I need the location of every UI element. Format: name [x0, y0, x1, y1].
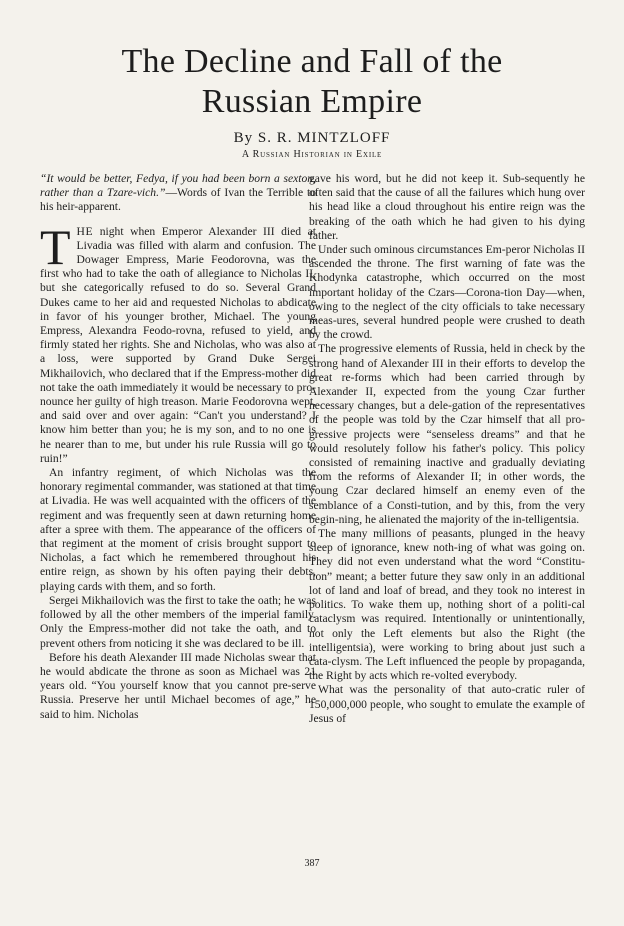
right-paragraph: The progressive elements of Russia, held in check by the strong hand of Alexander III in their efforts to develop the great re-forms which had been carried through by Alexander II, expected from the young Czar further necessary changes, but a dele-gation of the representatives of the people was told by the Czar himself that all pro-gressive projects were “senseless dreams” and that he would resolutely follow his father's policy. This policy consisted of remaining inactive and gradually deviating from the reforms of Alexander II; in other words, the young Czar declared himself an enemy even of the semblance of a Consti-tution, and by this, from the very begin-ning, he alienated the majority of the in-telligentsia. [309, 342, 585, 526]
lead-small-caps: HE [76, 224, 94, 238]
left-paragraph: Sergei Mikhailovich was the first to take the oath; he was followed by all the other members of the imperial family. Only the Empress-mother did not take the oath, and to prevent others from noticing it she was declared to be ill. [40, 593, 316, 650]
right-paragraph: The many millions of peasants, plunged in the heavy sleep of ignorance, knew noth-ing of what was going on. They did not even understand what the word “Constitu-tion” meant; a better future they saw only in an additional lot of land and loaf of bread, and they took no interest in politics. To wake them up, nothing short of a politi-cal cataclysm was required. Intentionally or unintentionally, not only the Left elements but also the Right (the intelligentsia), were working to bring about just such a cata-clysm. The Left influenced the people by propaganda, the Right by acts which re-volted everybody. [309, 527, 585, 683]
page-number: 387 [304, 858, 320, 869]
left-paragraph: Before his death Alexander III made Nicholas swear that he would abdicate the throne as soon as Michael was 21 years old. “You yourself know that you cannot pre-serve Russia. Preserve her until Michael becomes of age,” he said to him. Nicholas [40, 650, 316, 721]
lead-paragraph-text: night when Emperor Alexander III died at Livadia was filled with alarm and confusion. The Dowager Empress, Marie Feodorovna, was the first who had to take the oath of allegiance to Nicholas II, but she categorically refused to do so. Several Grand Dukes came to her aid and requested Nicholas to abdicate in favor of his younger brother, Michael. The young Empress, Alexandra Feodo-rovna, refused to yield, and firmly stated her rights. She and Nicholas, who was also at a loss, were supported by Grand Duke Sergei Mikhailovich, who declared that if the Empress-mother did not take the oath immediately it would be necessary to pro-nounce her guilty of high treason. Marie Feodorovna wept, and said over and over again: “Can't you understand? I know him better than you; he is my son, and to no one is he nearer than to me, but under his rule Russia will go to ruin!” [40, 224, 316, 465]
lead-paragraph [40, 218, 316, 466]
drop-cap: T [40, 218, 71, 275]
right-paragraph: Under such ominous circumstances Em-peror Nicholas II ascended the throne. The first warning of fate was the Khodynka catastrophe, which occurred on the most important holiday of the Czars—Corona-tion Day—when, owing to the neglect of the city officials to take necessary meas-ures, several hundred people were crushed to death by the crowd. [309, 243, 585, 342]
article-header [0, 42, 624, 160]
article-title-line-1: The Decline and Fall of the [121, 43, 503, 80]
epigraph-attribution: —Words of Ivan the Terrible to his heir-apparent. [40, 186, 316, 214]
right-paragraph: What was the personality of that auto-cratic ruler of 150,000,000 people, who sought to emulate the example of Jesus of [309, 683, 585, 725]
left-paragraph: An infantry regiment, of which Nicholas was the honorary regimental commander, was stationed at that time at Livadia. He was well acquainted with the officers of the regiment and was frequently seen at dawn returning home after a spree with them. The appearance of the officers of that regiment at the moment of crisis brought support to Nicholas, a fact which he remembered throughout his entire reign, as shown by his often paying their debts, playing cards with them, and so forth. [40, 466, 316, 593]
epigraph [40, 172, 316, 215]
byline: By S. R. MINTZLOFF [233, 130, 391, 146]
epigraph-quote: “It would be better, Fedya, if you had been born a sexton, rather than a Tzare-vich.” [40, 172, 316, 200]
left-column [40, 172, 316, 722]
author-note: A Russian Historian in Exile [241, 149, 383, 160]
right-column [309, 172, 585, 726]
article-title-line-2: Russian Empire [201, 83, 423, 120]
right-continuation-paragraph: gave his word, but he did not keep it. Sub-sequently he often said that the cause of all the failures which hung over his head like a cloud throughout his entire reign was the breaking of the oath which he had given to his dying father. [309, 172, 585, 242]
